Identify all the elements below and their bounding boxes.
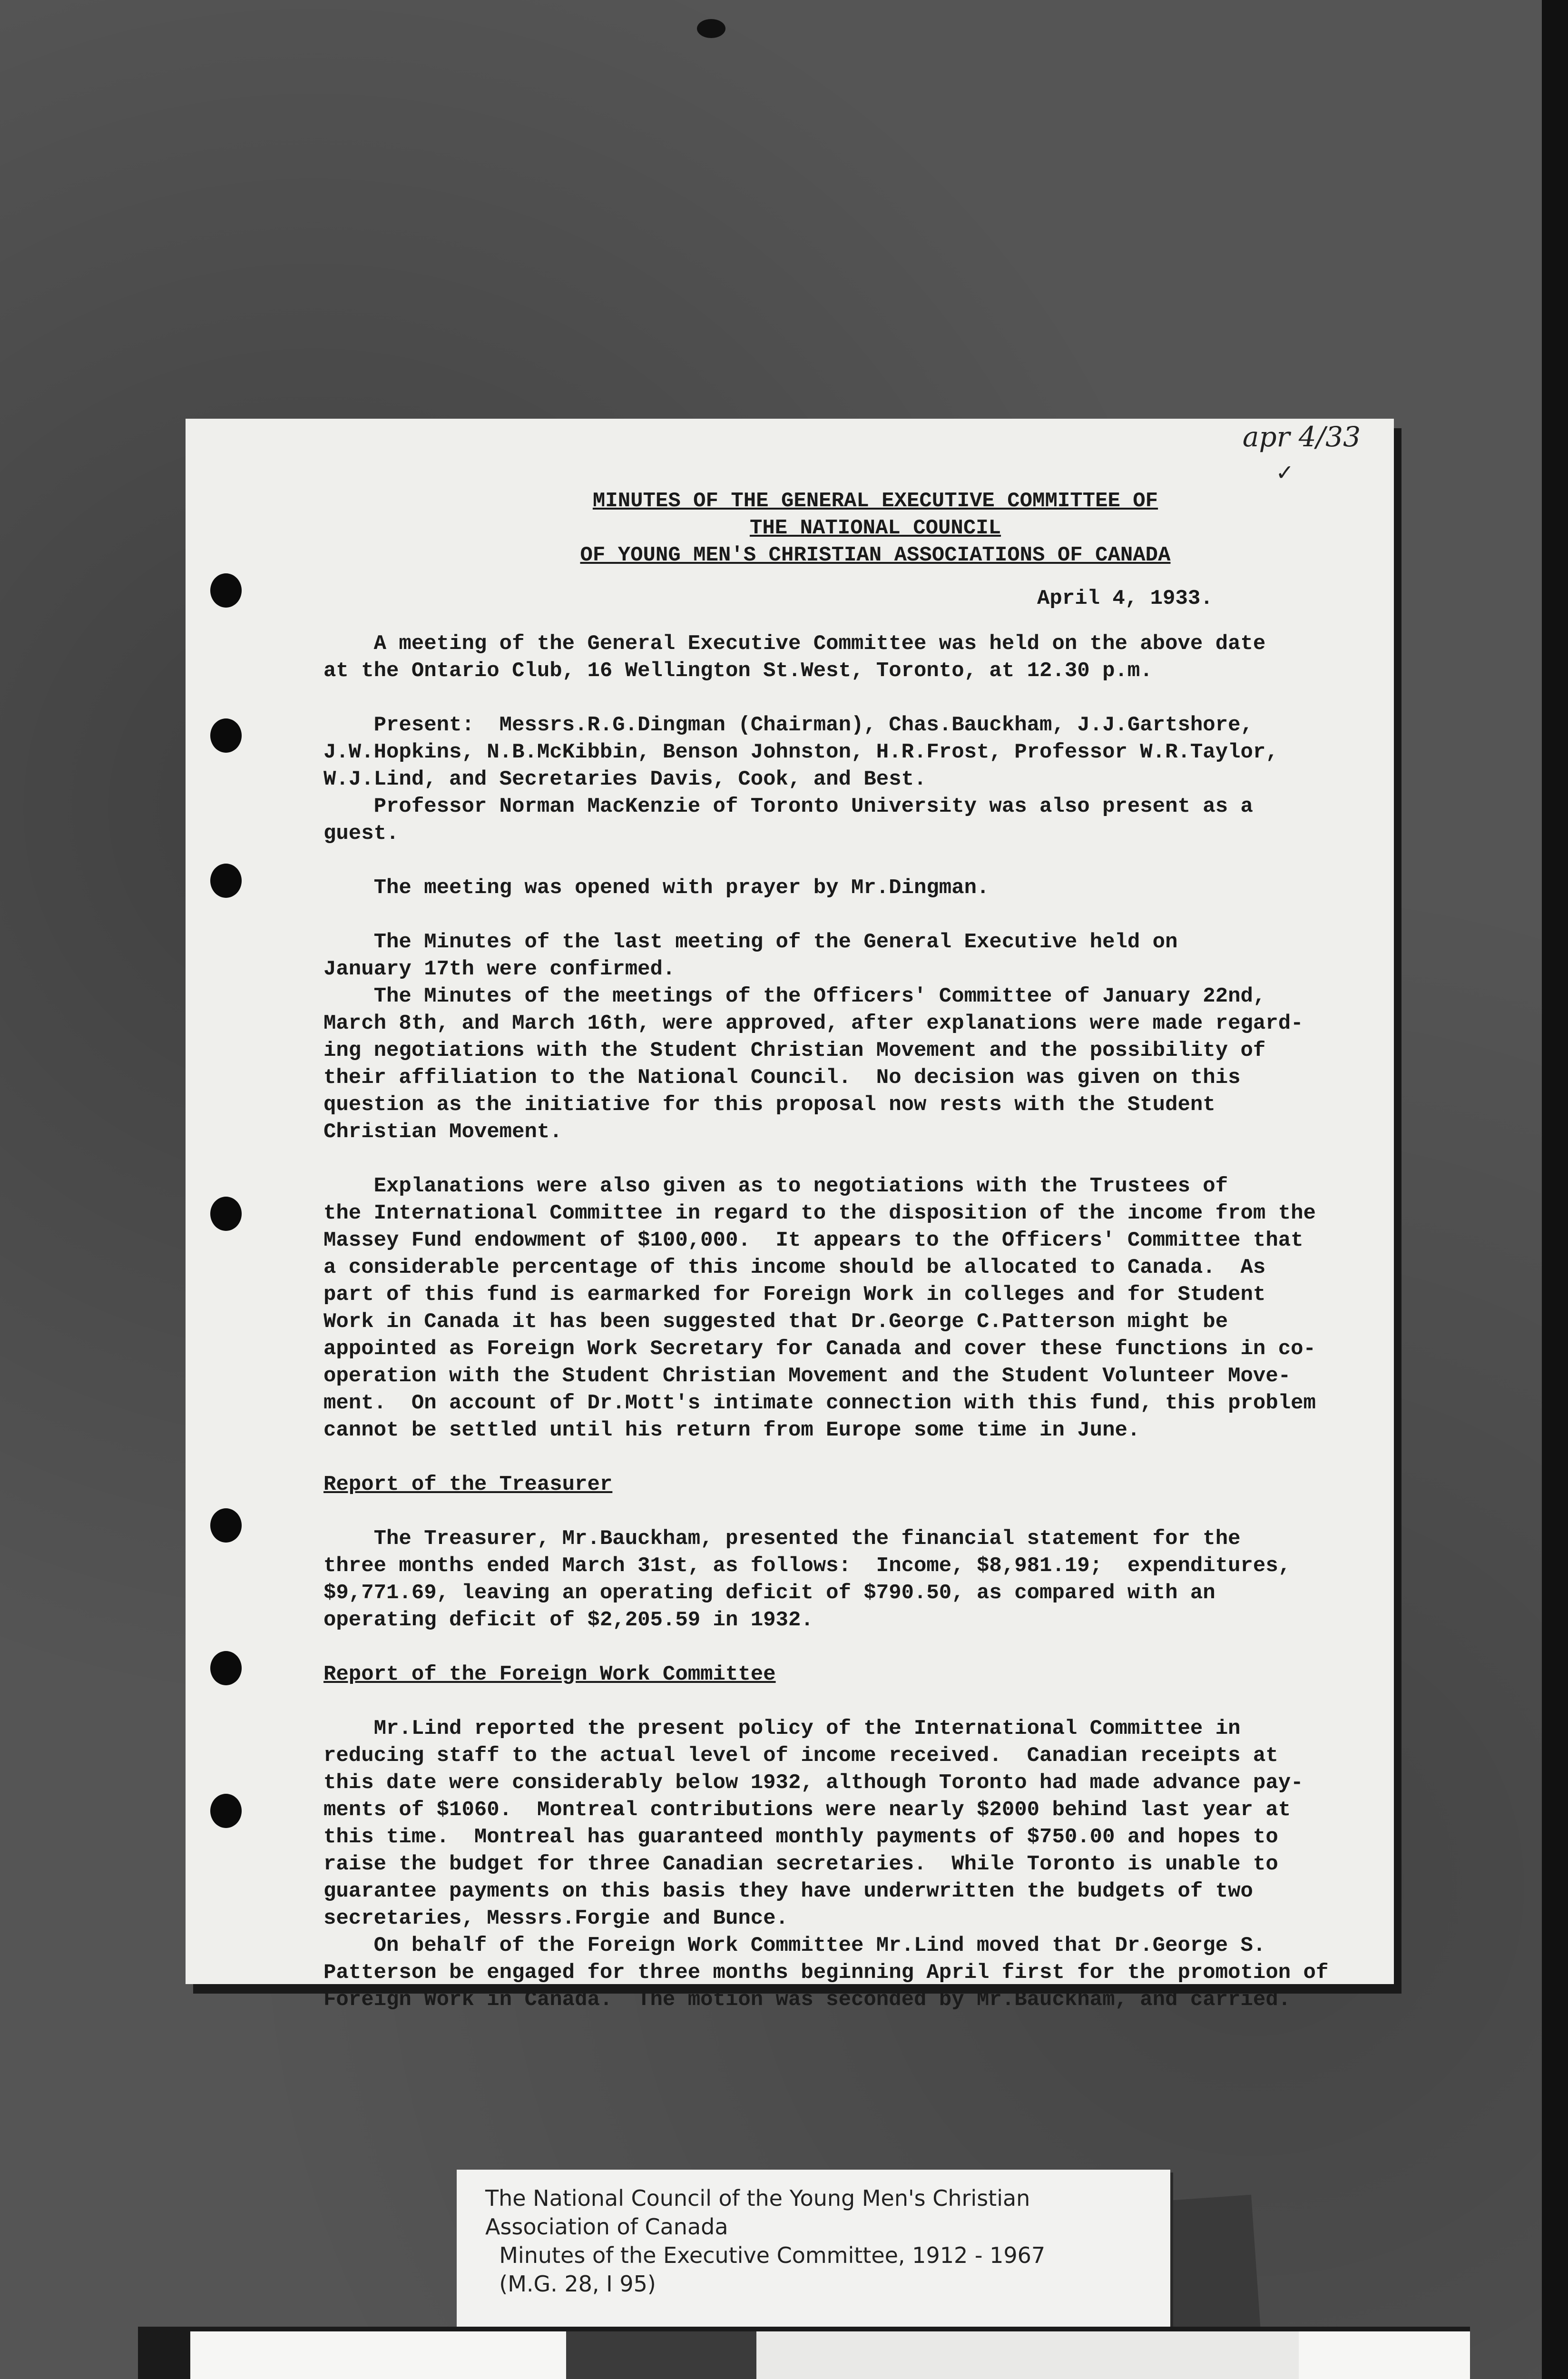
punch-hole — [210, 718, 242, 753]
scan-border — [1542, 0, 1568, 2379]
blank-line — [323, 1498, 1380, 1525]
body-line: question as the initiative for this proposal now rests with the Student — [323, 1093, 1215, 1117]
body-line: appointed as Foreign Work Secretary for Canada and cover these functions in co- — [323, 1337, 1316, 1361]
blank-line — [323, 1146, 1380, 1173]
body-line: guarantee payments on this basis they have underwritten the budgets of two — [323, 1879, 1253, 1903]
pin-mark — [697, 19, 725, 38]
title-line: MINUTES OF THE GENERAL EXECUTIVE COMMITTEE OF — [592, 489, 1158, 513]
body-line: Professor Norman MacKenzie of Toronto University was also present as a — [323, 795, 1253, 818]
document-title — [500, 488, 1251, 569]
body-line: their affiliation to the National Council. No decision was given on this — [323, 1066, 1241, 1090]
body-line: Explanations were also given as to negotiations with the Trustees of — [323, 1174, 1228, 1198]
body-line: Work in Canada it has been suggested that Dr.George C.Patterson might be — [323, 1310, 1228, 1334]
punch-hole — [210, 1794, 242, 1828]
body-line: A meeting of the General Executive Committee was held on the above date — [323, 632, 1266, 656]
title-line: THE NATIONAL COUNCIL — [749, 516, 1001, 540]
body-line: Foreign Work in Canada. The motion was seconded by Mr.Bauckham, and carried. — [323, 1988, 1291, 2012]
body-line: three months ended March 31st, as follows: Income, $8,981.19; expenditures, — [323, 1554, 1291, 1578]
body-line: ment. On account of Dr.Mott's intimate connection with this fund, this problem — [323, 1391, 1316, 1415]
body-line: part of this fund is earmarked for Foreign Work in colleges and for Student — [323, 1283, 1266, 1307]
section-heading: Report of the Treasurer — [323, 1473, 613, 1496]
body-line: The meeting was opened with prayer by Mr.Dingman. — [323, 876, 990, 900]
body-line: cannot be settled until his return from Europe some time in June. — [323, 1418, 1140, 1442]
body-line: guest. — [323, 822, 399, 845]
check-mark: ✓ — [1275, 460, 1294, 485]
archive-card — [190, 2331, 1470, 2379]
body-line: ments of $1060. Montreal contributions were nearly $2000 behind last year at — [323, 1798, 1291, 1822]
body-line: The Minutes of the last meeting of the General Executive held on — [323, 930, 1178, 954]
archive-label — [457, 2170, 1170, 2350]
archive-label-line: Minutes of the Executive Committee, 1912 - 1967 — [485, 2242, 1046, 2268]
card-notch-inner — [756, 2331, 1299, 2379]
body-line: Christian Movement. — [323, 1120, 562, 1144]
meeting-date: April 4, 1933. — [1037, 587, 1213, 610]
body-line: operation with the Student Christian Movement and the Student Volunteer Move- — [323, 1364, 1291, 1388]
blank-line — [323, 1444, 1380, 1471]
archive-label-line: Association of Canada — [485, 2214, 728, 2240]
body-line: January 17th were confirmed. — [323, 957, 676, 981]
blank-line — [323, 685, 1380, 712]
archive-label-line: The National Council of the Young Men's Christian — [485, 2185, 1030, 2211]
body-line: J.W.Hopkins, N.B.McKibbin, Benson Johnston, H.R.Frost, Professor W.R.Taylor, — [323, 740, 1278, 764]
body-line: this date were considerably below 1932, although Toronto had made advance pay- — [323, 1771, 1303, 1795]
minutes-body — [323, 630, 1380, 2014]
body-line: $9,771.69, leaving an operating deficit of $790.50, as compared with an — [323, 1581, 1215, 1605]
body-line: W.J.Lind, and Secretaries Davis, Cook, and Best. — [323, 767, 927, 791]
body-line: Mr.Lind reported the present policy of the International Committee in — [323, 1717, 1241, 1740]
body-line: reducing staff to the actual level of income received. Canadian receipts at — [323, 1744, 1278, 1768]
body-line: this time. Montreal has guaranteed monthly payments of $750.00 and hopes to — [323, 1825, 1278, 1849]
body-line: The Treasurer, Mr.Bauckham, presented the financial statement for the — [323, 1527, 1241, 1551]
handwritten-date-note: apr 4/33 — [1242, 421, 1361, 453]
body-line: at the Ontario Club, 16 Wellington St.West, Toronto, at 12.30 p.m. — [323, 659, 1153, 683]
title-line: OF YOUNG MEN'S CHRISTIAN ASSOCIATIONS OF CANADA — [580, 543, 1171, 567]
body-line: a considerable percentage of this income should be allocated to Canada. As — [323, 1256, 1266, 1279]
punch-hole — [210, 1197, 242, 1231]
archive-label-line: (M.G. 28, I 95) — [485, 2271, 656, 2297]
blank-line — [323, 902, 1380, 929]
section-heading: Report of the Foreign Work Committee — [323, 1662, 776, 1686]
body-line: On behalf of the Foreign Work Committee Mr.Lind moved that Dr.George S. — [323, 1934, 1266, 1957]
body-line: raise the budget for three Canadian secretaries. While Toronto is unable to — [323, 1852, 1278, 1876]
blank-line — [323, 1634, 1380, 1661]
punch-hole — [210, 573, 242, 608]
body-line: March 8th, and March 16th, were approved, after explanations were made regard- — [323, 1012, 1303, 1035]
body-line: the International Committee in regard to the disposition of the income from the — [323, 1201, 1316, 1225]
body-line: Present: Messrs.R.G.Dingman (Chairman), Chas.Bauckham, J.J.Gartshore, — [323, 713, 1253, 737]
body-line: Patterson be engaged for three months beginning April first for the promotion of — [323, 1961, 1329, 1985]
body-line: The Minutes of the meetings of the Officers' Committee of January 22nd, — [323, 984, 1266, 1008]
punch-hole — [210, 1508, 242, 1543]
typed-minutes-page — [186, 419, 1394, 2012]
body-line: secretaries, Messrs.Forgie and Bunce. — [323, 1907, 788, 1930]
body-line: operating deficit of $2,205.59 in 1932. — [323, 1608, 813, 1632]
body-line: ing negotiations with the Student Christian Movement and the possibility of — [323, 1039, 1266, 1062]
blank-line — [323, 1688, 1380, 1715]
blank-line — [323, 847, 1380, 875]
punch-hole — [210, 864, 242, 898]
punch-hole — [210, 1651, 242, 1685]
body-line: Massey Fund endowment of $100,000. It appears to the Officers' Committee that — [323, 1229, 1303, 1252]
